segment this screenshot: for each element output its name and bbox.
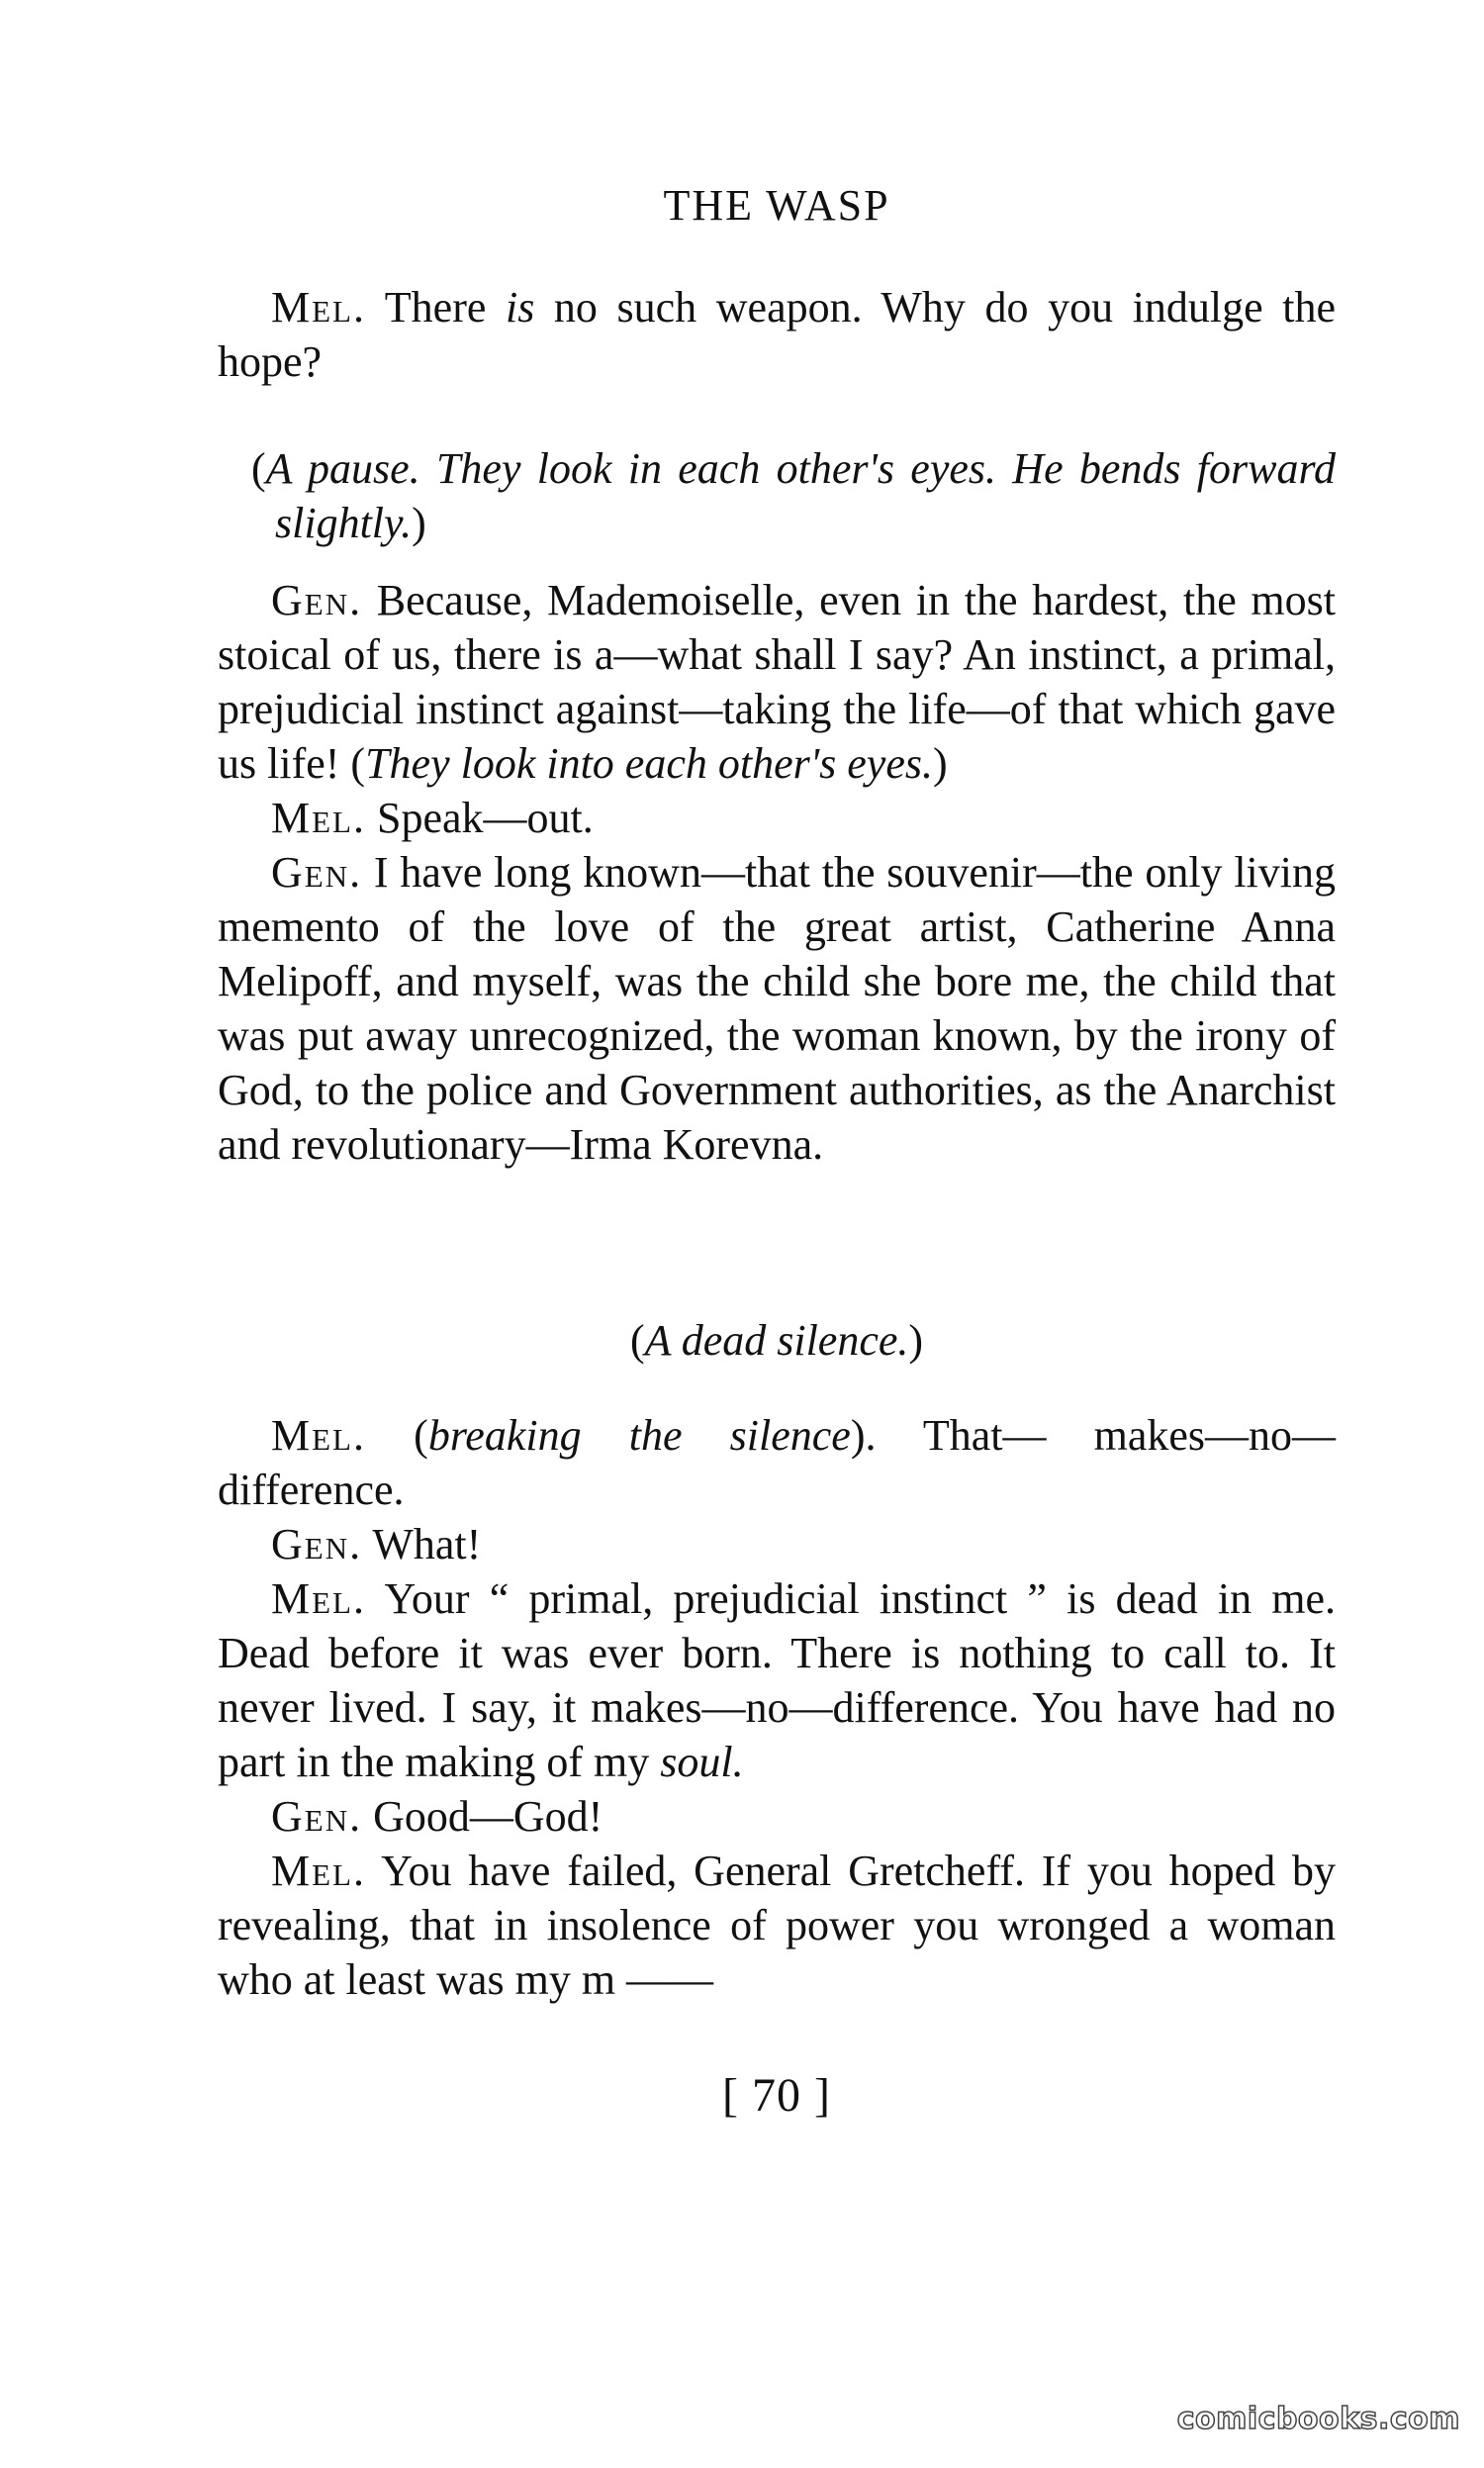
running-header: THE WASP <box>663 181 890 230</box>
paren: ( <box>251 444 266 493</box>
speaker-gen: Gen. <box>271 1520 363 1568</box>
speech-mel-2 <box>218 791 1336 845</box>
speech-text: There <box>366 283 506 332</box>
speech-mel-1 <box>218 280 1336 389</box>
speaker-mel: Mel. <box>271 1411 366 1460</box>
speaker-gen: Gen. <box>271 576 363 624</box>
speech-gen-2 <box>218 845 1336 1172</box>
speech-text: ). That— makes—no—difference. <box>218 1411 1337 1514</box>
speaker-mel: Mel. <box>271 1574 366 1623</box>
speech-gen-4 <box>218 1789 1336 1844</box>
speaker-mel: Mel. <box>271 794 366 842</box>
speech-emphasis: is <box>505 283 535 332</box>
speech-mel-4 <box>218 1571 1336 1789</box>
paren: ) <box>412 499 426 547</box>
speech-text: Your “ primal, prejudicial instinct ” is dead in me. Dead before it was ever born. There is nothing to call to. It never lived. I say, it makes—no—difference. You have had no part in the making of my <box>218 1574 1336 1786</box>
speech-text: You have failed, General Gretcheff. If you hoped by revealing, that in insolence of power you wronged a woman who at least was my m —— <box>218 1847 1336 2004</box>
speaker-gen: Gen. <box>271 1792 363 1841</box>
speech-text: What! <box>362 1520 482 1568</box>
speech-text: Good—God! <box>362 1792 603 1841</box>
stage-direction-1 <box>218 441 1336 550</box>
dialogue-block-2 <box>218 1408 1336 2007</box>
paren: ) <box>932 739 948 788</box>
stage-direction-text: A dead silence. <box>644 1316 909 1365</box>
stage-direction-text: A pause. They look in each other's eyes. He bends forward slightly. <box>265 444 1336 547</box>
paren: ) <box>908 1316 924 1365</box>
stage-direction-2 <box>218 1313 1336 1368</box>
speaker-mel: Mel. <box>271 1847 366 1895</box>
speech-text: no such weapon. Why do you indulge the hope? <box>218 283 1337 386</box>
inline-stage-direction: They look into each other's eyes. <box>365 739 933 788</box>
speaker-gen: Gen. <box>271 848 363 897</box>
watermark-logo: comicbooks.com <box>1176 2402 1460 2436</box>
speech-text: I have long known—that the souvenir—the only living memento of the love of the great artist, Catherine Anna Melipoff, and myself, was the child she bore me, the child that was put away unrecognized, the woman known, by the irony of God, to the police and Government authorities, as the Anarchist and revolutionary—Irma Korevna. <box>218 848 1336 1169</box>
speech-mel-3 <box>218 1408 1336 1517</box>
speech-text: Because, Mademoiselle, even in the hardest, the most stoical of us, there is a—what shall I say? An instinct, a primal, prejudicial instinct against—taking the life—of that which gave us life! ( <box>218 576 1336 788</box>
paren: ( <box>629 1316 645 1365</box>
page-number: [ 70 ] <box>722 2069 831 2122</box>
speech-gen-1 <box>218 573 1336 791</box>
speech-text: ( <box>366 1411 428 1460</box>
speech-mel-5 <box>218 1844 1336 2007</box>
speech-emphasis: soul. <box>660 1738 744 1786</box>
speech-text: Speak—out. <box>366 794 594 842</box>
speech-gen-3 <box>218 1517 1336 1571</box>
dialogue-block <box>218 573 1336 1172</box>
inline-stage-direction: breaking the silence <box>427 1411 851 1460</box>
speaker-mel: Mel. <box>271 283 366 332</box>
